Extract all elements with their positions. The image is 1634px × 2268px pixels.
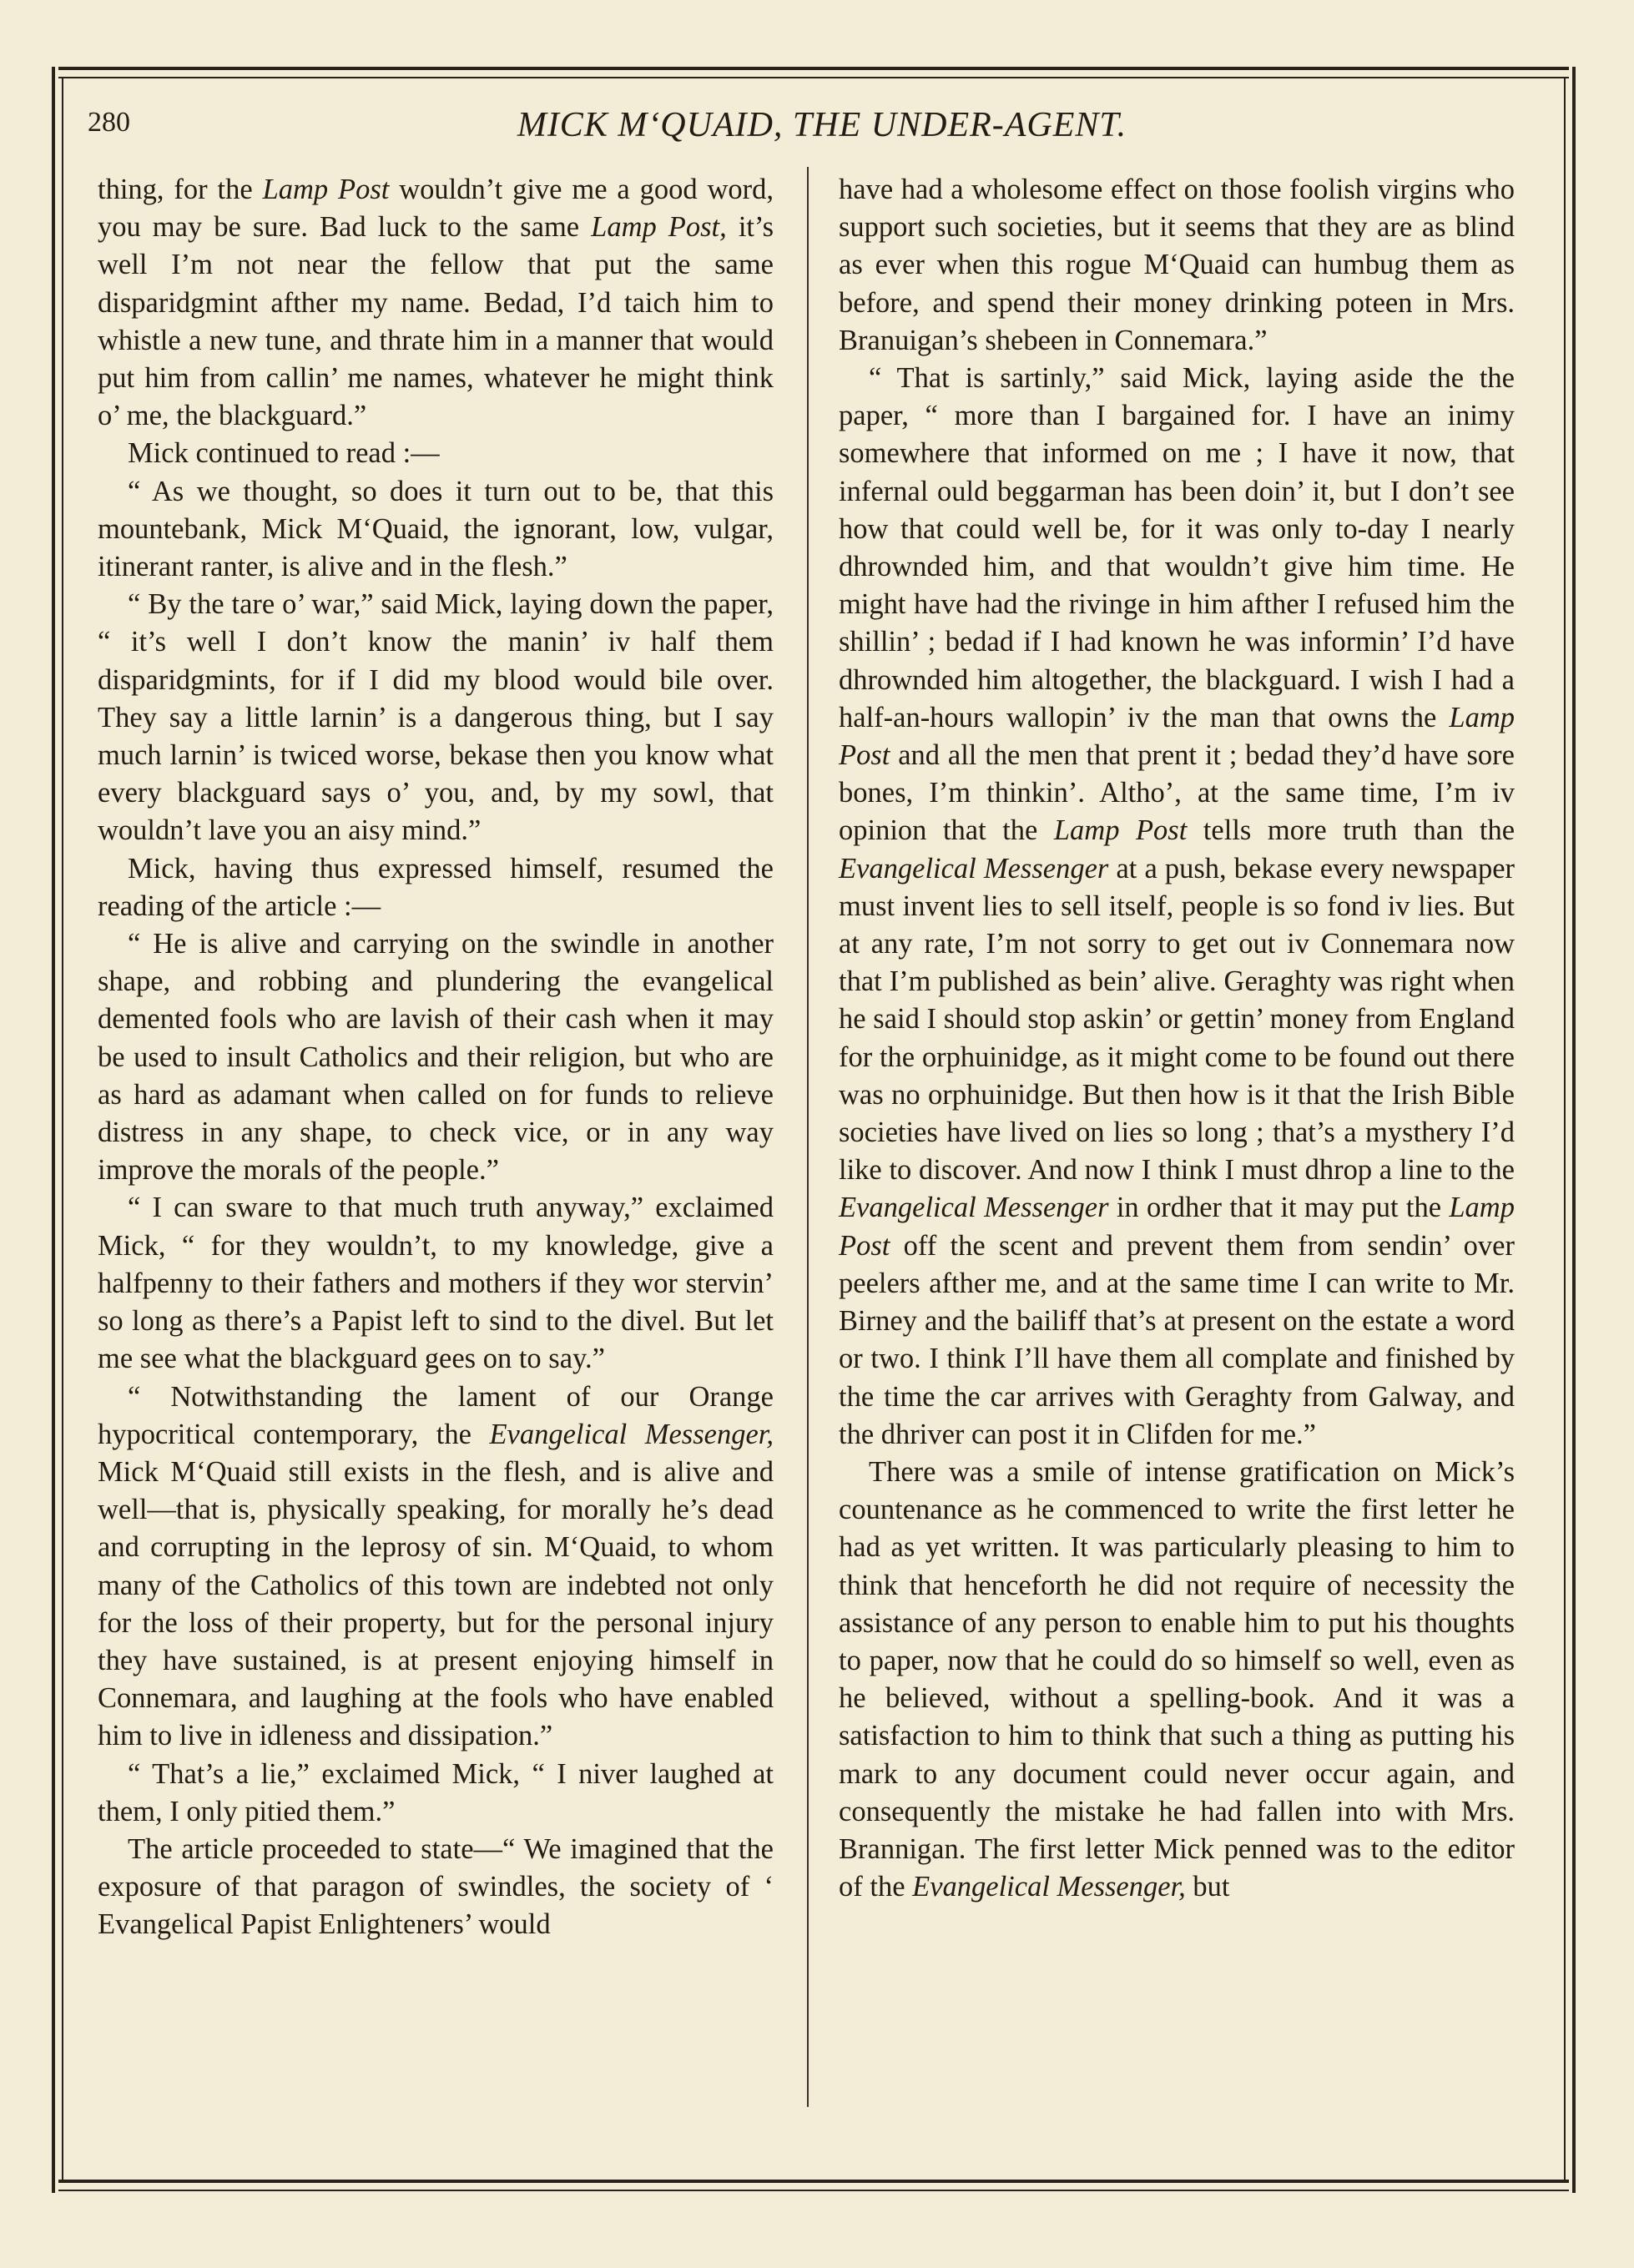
text-run: and all the men that prent it ; bedad they’d have sore bones, I’m thinkin’. Altho’, at the same time, I’m iv opinion that the [839,739,1515,847]
italic-title: Evangelical Messenger, [489,1418,774,1450]
text-run: “ That’s a lie,” exclaimed Mick, “ I niver laughed at them, I only pitied them.” [98,1757,774,1827]
text-run: There was a smile of intense gratification on Mick’s countenance as he commenced to write the first letter he had as yet written. It was particularly pleasing to him to think that henceforth he did not require of necessity the assistance of any person to enable him to put his thoughts to paper, now that he could do so himself so well, even as he believed, without a spelling-book. And it was a satisfaction to him to think that such a thing as putting his mark to any document could never occur again, and consequently the mistake he had fallen into with Mrs. Brannigan. The first letter Mick penned was to the editor of the [839,1455,1515,1903]
text-run: have had a wholesome effect on those foolish virgins who support such societies, but it seems that they are as blind as ever when this rogue M‘Quaid can humbug them as before, and spend their money drinking poteen in Mrs. Branuigan’s shebeen in Connemara.” [839,174,1515,356]
paragraph [839,360,1515,1454]
text-run: at a push, bekase every newspaper must invent lies to sell itself, people is so fond iv lies. But at any rate, I’m not sorry to get out iv Connemara now that I’m published as bein’ alive. Geraghty was right when he said I should stop askin’ or gettin’ money from England for the orphuinidge, as it might come to be found out there was no orphuinidge. But then how is it that the Irish Bible societies have lived on lies so long ; that’s a mysthery I’d like to discover. And now I think I must dhrop a line to the [839,852,1515,1187]
paragraph [98,586,774,849]
text-run: Mick continued to read :— [128,437,440,470]
paragraph [98,171,774,435]
right-column [839,171,1515,1906]
left-border-rule-thin [62,77,63,2183]
column-divider [807,167,809,2107]
page-header [88,100,1556,150]
running-title: MICK M‘QUAID, THE UNDER-AGENT. [517,106,1127,144]
paragraph [98,1189,774,1378]
italic-title: Evangelical Messenger [839,852,1109,885]
paragraph [839,171,1515,360]
text-run: The article proceeded to state—“ We imagined that the exposure of that paragon of swindles, the society of ‘ Evangelical Papist Enlighteners’ would [98,1832,774,1941]
paragraph [98,1756,774,1831]
right-border-rule-thin [1564,77,1566,2183]
text-run: off the scent and prevent them from sendin’ over peelers afther me, and at the same time I can write to Mr. Birney and the bailiff that’s at present on the estate a word or two. I think I’ll have them all complate and finished by the time the car arrives with Geraghty from Galway, and the dhriver can post it in Clifden for me.” [839,1229,1515,1450]
left-border-rule [52,67,55,2193]
bottom-border-rule-thin [58,2190,1569,2191]
italic-title: Lamp Post [262,174,390,205]
italic-title: Lamp Post [839,1192,1515,1262]
text-run: “ He is alive and carrying on the swindle in another shape, and robbing and plundering the evangelical demented fools who are lavish of their cash when it may be used to insult Catholics and their religion, but who are as hard as adamant when called on for funds to relieve distress in any shape, to check vice, or in any way improve the morals of the people.” [98,928,774,1187]
text-run: “ I can sware to that much truth anyway,” exclaimed Mick, “ for they wouldn’t, to my knowledge, give a halfpenny to their fathers and mothers if they wor stervin’ so long as there’s a Papist left to sind to the divel. But let me see what the blackguard gees on to say.” [98,1192,774,1375]
paragraph [98,435,774,472]
text-run: it’s well I’m not near the fellow that put the same disparidgmint afther my name. Bedad, I’d taich him to whistle a new tune, and thrate him in a manner that would put him from callin’ me names, whatever he might think o’ me, the blackguard.” [98,211,774,432]
text-run: thing, for the [98,174,263,205]
right-border-rule [1572,67,1576,2193]
text-run: Mick M‘Quaid still exists in the flesh, and is alive and well—that is, physically speaking, for morally he’s dead and corrupting in the leprosy of sin. M‘Quaid, to whom many of the Catholics of this town are indebted not only for the loss of their property, but for the personal injury they have sustained, is at present enjoying himself in Connemara, and laughing at the fools who have enabled him to live in idleness and dissipation.” [98,1455,774,1752]
bottom-border-rule [58,2180,1569,2183]
italic-title: Evangelical Messenger [839,1192,1109,1224]
top-border-rule [58,67,1569,70]
paragraph [98,1831,774,1944]
italic-title: Lamp Post [839,701,1515,772]
top-border-rule-thin [58,77,1569,78]
text-run: “ By the tare o’ war,” said Mick, laying down the paper, “ it’s well I don’t know the manin’ iv half them disparidgmints, for if I did my blood would bile over. They say a little larnin’ is a dangerous thing, but I say much larnin’ is twiced worse, bekase then you know what every blackguard says o’ you, and, by my sowl, that wouldn’t lave you an aisy mind.” [98,588,774,847]
italic-title: Lamp Post, [591,211,727,244]
text-run: but [1185,1871,1230,1903]
text-run: tells more truth than the [1187,814,1515,847]
paragraph [98,925,774,1189]
text-run: Mick, having thus expressed himself, resumed the reading of the article :— [98,852,774,922]
italic-title: Evangelical Messenger, [912,1871,1186,1903]
text-run: in ordher that it may put the [1108,1192,1450,1224]
paragraph [98,1378,774,1756]
page-number: 280 [88,107,130,138]
left-column [98,171,774,1944]
text-run: “ Notwithstanding the lament of our Orange hypocritical contemporary, the [98,1380,774,1450]
text-run: “ That is sartinly,” said Mick, laying aside the the paper, “ more than I bargained for. I have an inimy somewhere that informed on me ; I have it now, that infernal ould beggarman has been doin’ it, but I don’t see how that could well be, for it was only to-day I nearly dhrownded him, and that wouldn’t give him time. He might have had the rivinge in him afther I refused him the shillin’ ; bedad if I had known he was informin’ I’d have dhrownded him altogether, the blackguard. I wish I had a half-an-hours wallopin’ iv the man that owns the [839,362,1515,733]
text-run: “ As we thought, so does it turn out to be, that this mountebank, Mick M‘Quaid, the ignorant, low, vulgar, itinerant ranter, is alive and in the flesh.” [98,475,774,583]
paragraph [839,1454,1515,1906]
text-run: wouldn’t give me a good word, you may be sure. Bad luck to the same [98,174,774,244]
italic-title: Lamp Post [1053,814,1188,847]
paragraph [98,850,774,925]
paragraph [98,473,774,587]
